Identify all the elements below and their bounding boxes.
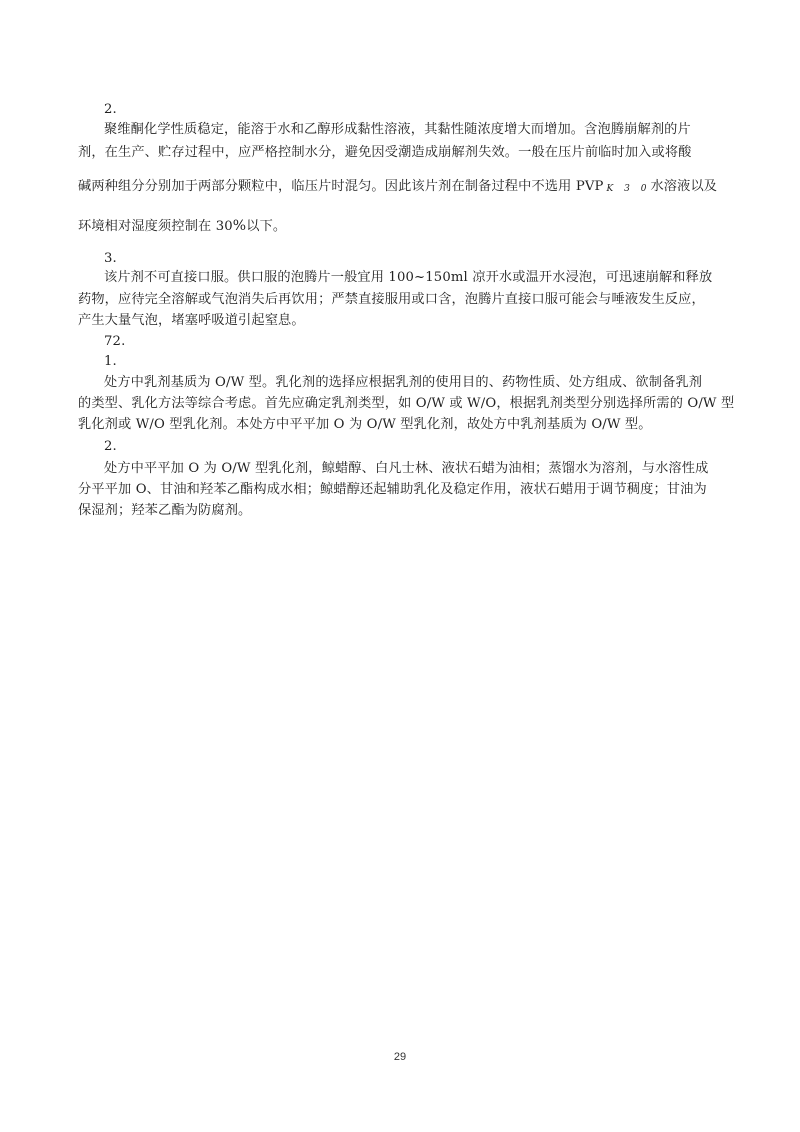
- paragraph-line: 处方中乳剂基质为 O/W 型。乳化剂的选择应根据乳剂的使用目的、药物性质、处方组成、欲制备乳剂: [104, 375, 703, 390]
- paragraph-line: 药物，应待完全溶解或气泡消失后再饮用；严禁直接服用或口含，泡腾片直接口服可能会与唾液发生反应，: [78, 292, 705, 307]
- percent-sign: %: [232, 218, 247, 234]
- pvp-subscript: K 3 0: [606, 184, 651, 194]
- paragraph-line: 保湿剂；羟苯乙酯为防腐剂。: [78, 503, 252, 518]
- paragraph-line-with-percent: [78, 217, 728, 236]
- section-number: 3.: [104, 251, 117, 266]
- section-number: 2.: [104, 102, 117, 117]
- section-number: 1.: [104, 354, 117, 369]
- paragraph-line: 该片剂不可直接口服。供口服的泡腾片一般宜用 100~150ml 凉开水或温开水浸泡，可迅速崩解和释放: [104, 270, 713, 285]
- paragraph-line: 产生大量气泡，堵塞呼吸道引起窒息。: [78, 313, 305, 328]
- question-number: 72.: [104, 334, 126, 349]
- paragraph-text: 环境相对湿度须控制在 30: [78, 219, 233, 234]
- paragraph-text: 碱两种组分分别加于两部分颗粒中，临压片时混匀。因此该片剂在制备过程中不选用 PVP: [78, 179, 604, 194]
- paragraph-line: 处方中平平加 O 为 O/W 型乳化剂，鲸蜡醇、白凡士林、液状石蜡为油相；蒸馏水为溶剂，与水溶性成: [104, 461, 709, 476]
- paragraph-line: 乳化剂或 W/O 型乳化剂。本处方中平平加 O 为 O/W 型乳化剂，故处方中乳剂基质为 O/W 型。: [78, 417, 652, 432]
- paragraph-line: 剂，在生产、贮存过程中，应严格控制水分，避免因受潮造成崩解剂失效。一般在压片前临时加入或将酸: [78, 145, 692, 160]
- page-number: 29: [393, 1051, 407, 1063]
- paragraph-line: 聚维酮化学性质稳定，能溶于水和乙醇形成黏性溶液，其黏性随浓度增大而增加。含泡腾崩解剂的片: [104, 122, 691, 137]
- paragraph-line: 的类型、乳化方法等综合考虑。首先应确定乳剂类型，如 O/W 或 W/O，根据乳剂类型分别选择所需的 O/W 型: [78, 396, 735, 411]
- section-number: 2.: [104, 439, 117, 454]
- paragraph-text: 水溶液以及: [650, 179, 718, 194]
- paragraph-line-with-subscript: [78, 178, 728, 198]
- paragraph-text: 以下。: [246, 219, 287, 234]
- paragraph-line: 分平平加 O、甘油和羟苯乙酯构成水相；鲸蜡醇还起辅助乳化及稳定作用，液状石蜡用于调节稠度；甘油为: [78, 482, 707, 497]
